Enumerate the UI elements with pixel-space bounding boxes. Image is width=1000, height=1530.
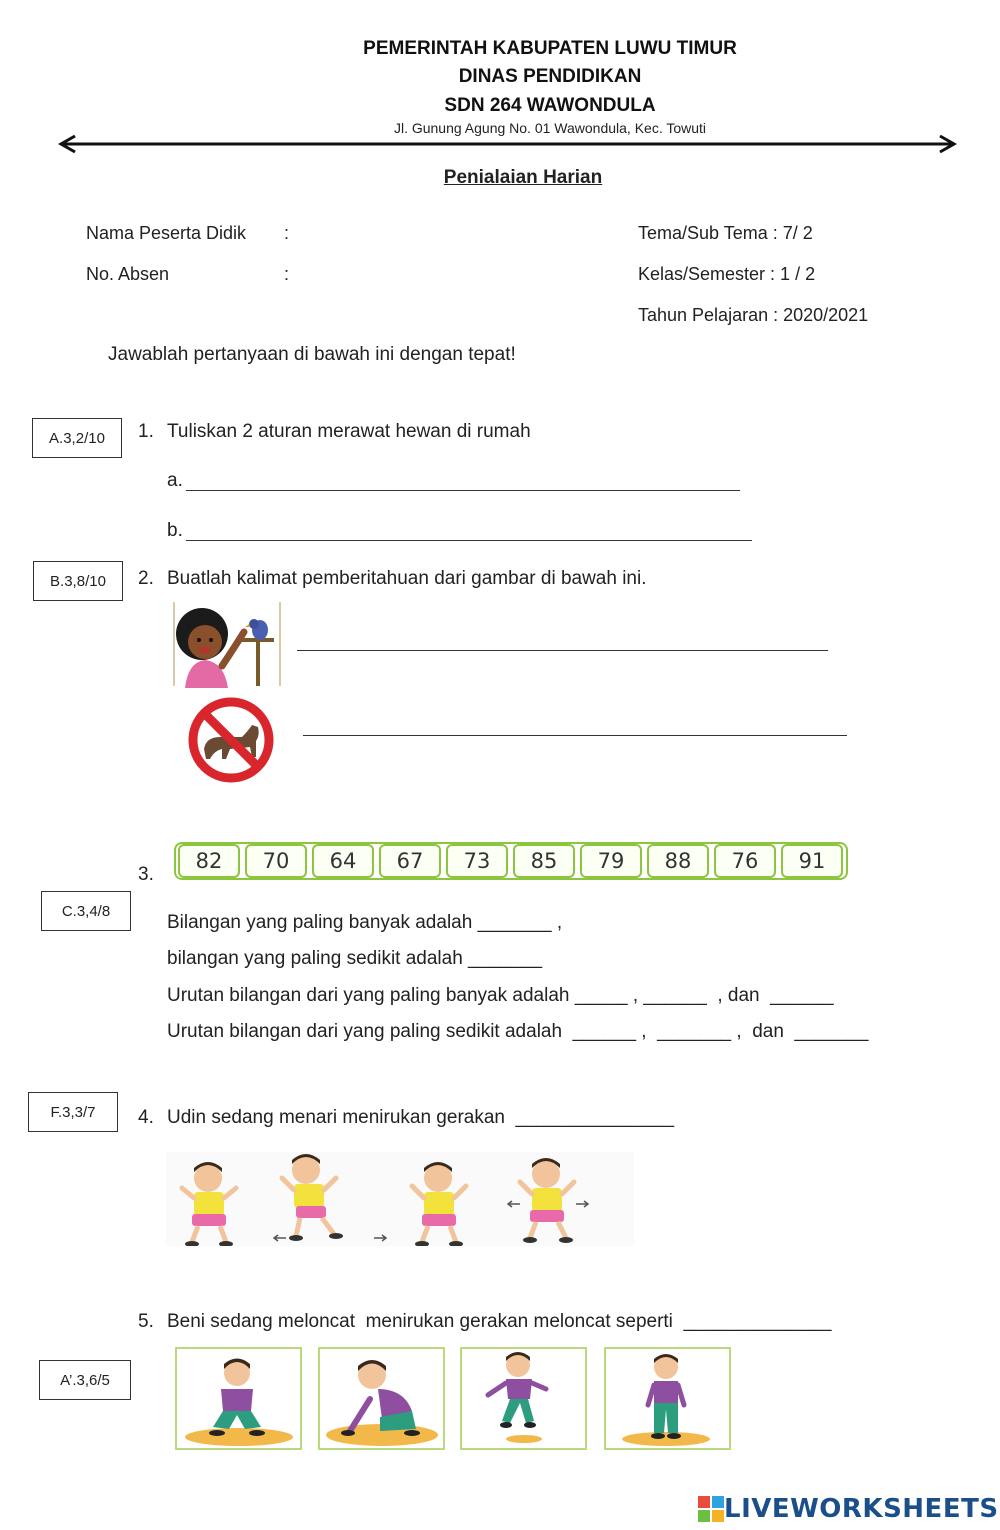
name-label: Nama Peserta Didik [86, 223, 247, 243]
jump-frame-4 [604, 1347, 731, 1450]
q2-answer-line-1[interactable] [297, 650, 828, 651]
number-tile: 67 [379, 844, 441, 878]
q4-code-box: F.3,3/7 [28, 1092, 118, 1132]
jump-crouch-illustration [320, 1349, 443, 1448]
q2-code-box: B.3,8/10 [33, 561, 123, 601]
tema-info: Tema/Sub Tema : 7/ 2 [638, 223, 813, 243]
name-colon: : [284, 223, 290, 243]
child-parrot-illustration [170, 600, 284, 688]
q5-text[interactable]: Beni sedang meloncat menirukan gerakan meloncat seperti ______________ [167, 1311, 832, 1332]
q2-number: 2. [138, 568, 154, 589]
number-tile: 70 [245, 844, 307, 878]
number-tile: 64 [312, 844, 374, 878]
q2-answer-line-2[interactable] [303, 735, 847, 736]
dancing-moves-illustration [166, 1152, 634, 1246]
jump-frame-3 [460, 1347, 587, 1450]
number-tile: 88 [647, 844, 709, 878]
instruction-text: Jawablah pertanyaan di bawah ini dengan tepat! [108, 344, 516, 365]
no-dog-sign-icon [170, 697, 288, 783]
q3-line-most[interactable]: Bilangan yang paling banyak adalah _______ , [167, 912, 563, 933]
tahun-info: Tahun Pelajaran : 2020/2021 [638, 305, 869, 325]
q1-code-box: A.3,2/10 [32, 418, 122, 458]
number-tile: 91 [781, 844, 843, 878]
liveworksheets-logo-text: LIVEWORKSHEETS [724, 1494, 999, 1524]
q4-text[interactable]: Udin sedang menari menirukan gerakan _______________ [167, 1107, 675, 1128]
q1-number: 1. [138, 421, 154, 442]
header-line-2: DINAS PENDIDIKAN [458, 66, 642, 87]
q3-line-order-desc[interactable]: Urutan bilangan dari yang paling banyak adalah _____ , ______ , dan ______ [167, 985, 834, 1006]
q3-code-box: C.3,4/8 [41, 891, 131, 931]
number-tile: 82 [178, 844, 240, 878]
liveworksheets-logo [698, 1494, 999, 1524]
number-tile: 85 [513, 844, 575, 878]
q1-answer-b-line[interactable] [186, 540, 752, 541]
q3-line-order-asc[interactable]: Urutan bilangan dari yang paling sedikit adalah ______ , _______ , dan _______ [167, 1021, 869, 1042]
jump-midair-illustration [462, 1349, 585, 1448]
header-line-1: PEMERINTAH KABUPATEN LUWU TIMUR [363, 38, 737, 59]
q5-code-box: A’.3,6/5 [39, 1360, 131, 1400]
number-tile: 79 [580, 844, 642, 878]
number-tile: 76 [714, 844, 776, 878]
q1-answer-a-line[interactable] [186, 490, 740, 491]
q5-number: 5. [138, 1311, 154, 1332]
q1-a-label: a. [167, 470, 183, 491]
q2-text: Buatlah kalimat pemberitahuan dari gambar di bawah ini. [167, 568, 647, 589]
page-title: Penialaian Harian [443, 167, 603, 188]
q1-text: Tuliskan 2 aturan merawat hewan di rumah [167, 421, 531, 442]
q4-number: 4. [138, 1107, 154, 1128]
header-divider-arrow [55, 134, 960, 154]
jump-squat-illustration [177, 1349, 300, 1448]
q3-line-least[interactable]: bilangan yang paling sedikit adalah _______ [167, 948, 543, 969]
number-tile: 73 [446, 844, 508, 878]
q1-b-label: b. [167, 520, 183, 541]
jump-standing-illustration [606, 1349, 729, 1448]
absen-colon: : [284, 264, 290, 284]
header-line-3: SDN 264 WAWONDULA [444, 95, 656, 116]
jump-frame-2 [318, 1347, 445, 1450]
absen-label: No. Absen [86, 264, 170, 284]
header-address: Jl. Gunung Agung No. 01 Wawondula, Kec. Towuti [393, 120, 707, 136]
kelas-info: Kelas/Semester : 1 / 2 [638, 264, 816, 284]
jump-frame-1 [175, 1347, 302, 1450]
q3-number: 3. [138, 864, 154, 885]
liveworksheets-logo-icon [698, 1496, 724, 1522]
